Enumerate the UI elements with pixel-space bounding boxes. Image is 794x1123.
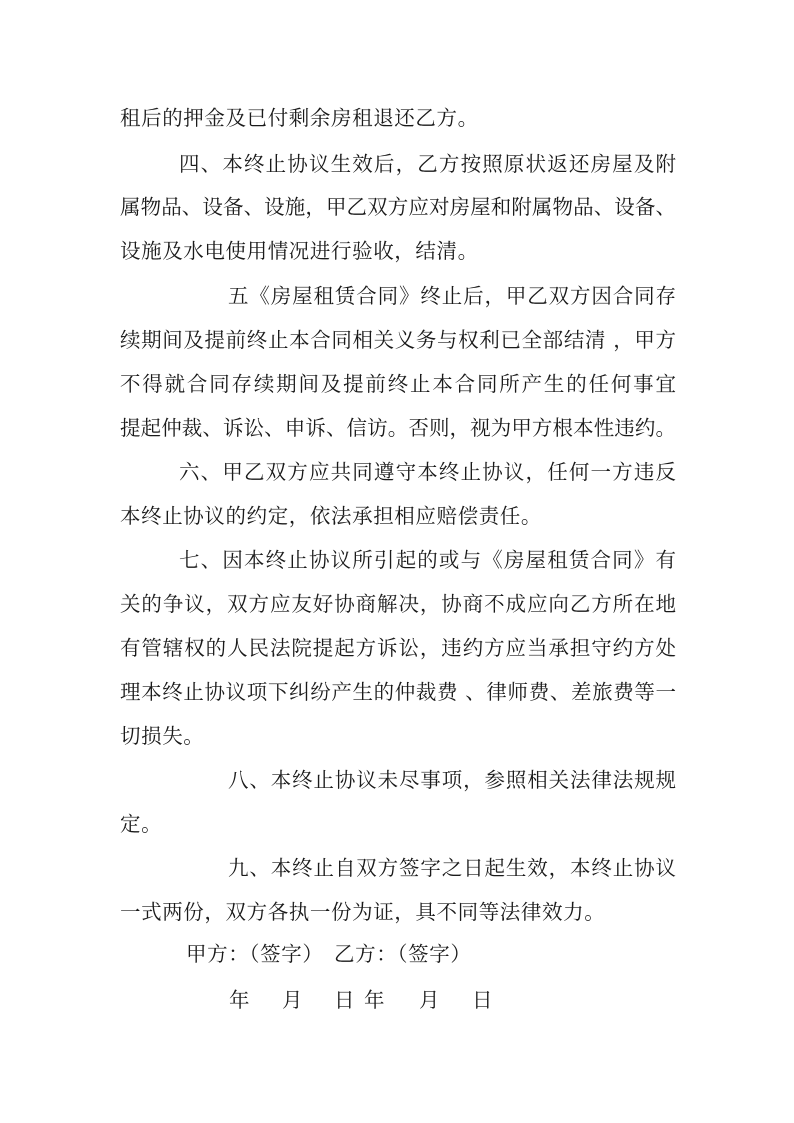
paragraph-line: 六、甲乙双方应共同遵守本终止协议，任何一方违反: [179, 460, 676, 484]
paragraph-line: 提起仲裁、诉讼、申诉、信访。否则，视为甲方根本性违约。: [120, 416, 676, 440]
date-day-b: 日: [472, 988, 494, 1012]
date-month-a: 月: [282, 988, 304, 1012]
paragraph-line: 关的争议，双方应友好协商解决，协商不成应向乙方所在地: [120, 592, 676, 616]
party-b-signature: 乙方：（签字）: [334, 942, 472, 966]
paragraph-line: 续期间及提前终止本合同相关义务与权利已全部结清 ，甲方: [120, 328, 676, 352]
date-month-b: 月: [419, 988, 441, 1012]
date-year-a: 年: [229, 988, 251, 1012]
paragraph-line: 九、本终止自双方签字之日起生效，本终止协议: [228, 856, 676, 880]
paragraph-line: 不得就合同存续期间及提前终止本合同所产生的任何事宜: [120, 372, 676, 396]
paragraph-line: 切损失。: [120, 724, 205, 748]
paragraph-line: 设施及水电使用情况进行验收，结清。: [120, 239, 479, 263]
date-day-a: 日: [334, 988, 356, 1012]
paragraph-line: 属物品、设备、设施，甲乙双方应对房屋和附属物品、设备、: [120, 195, 676, 219]
paragraph-line: 五《房屋租赁合同》终止后，甲乙双方因合同存: [228, 284, 676, 308]
paragraph-line: 七、因本终止协议所引起的或与《房屋租赁合同》有: [179, 548, 676, 572]
paragraph-line: 定。: [120, 812, 163, 836]
party-a-signature: 甲方：（签字）: [186, 942, 324, 966]
paragraph-line: 本终止协议的约定，依法承担相应赔偿责任。: [120, 504, 542, 528]
date-year-b: 年: [364, 988, 386, 1012]
paragraph-line: 租后的押金及已付剩余房租退还乙方。: [120, 106, 479, 130]
paragraph-line: 八、本终止协议未尽事项，参照相关法律法规规: [228, 768, 676, 792]
paragraph-line: 有管辖权的人民法院提起方诉讼，违约方应当承担守约方处: [120, 636, 676, 660]
paragraph-line: 一式两份，双方各执一份为证，具不同等法律效力。: [120, 900, 606, 924]
paragraph-line: 四、本终止协议生效后，乙方按照原状返还房屋及附: [179, 152, 676, 176]
paragraph-line: 理本终止协议项下纠纷产生的仲裁费 、律师费、差旅费等一: [120, 680, 676, 704]
